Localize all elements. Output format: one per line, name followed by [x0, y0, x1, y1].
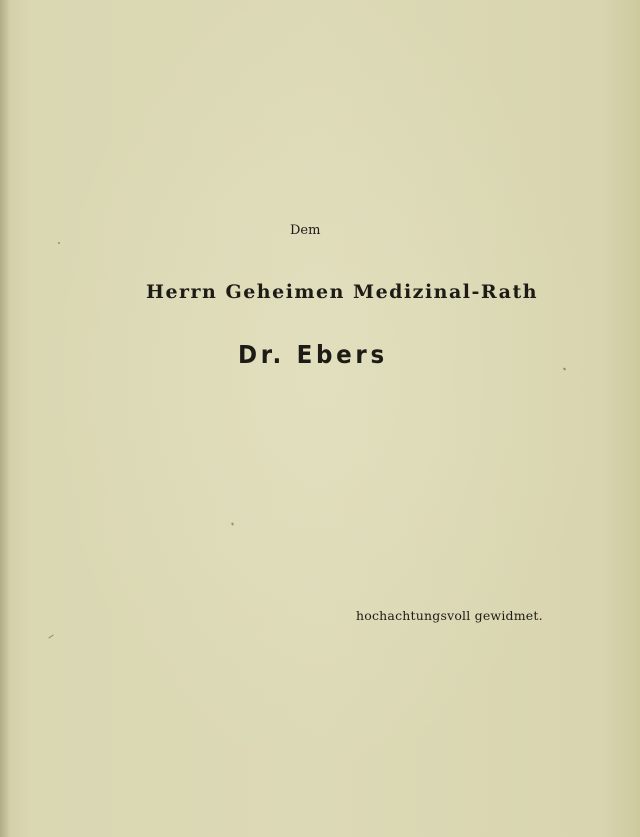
recipient-name: Dr. Ebers — [238, 340, 388, 369]
recipient-title: Herrn Geheimen Medizinal-Rath — [146, 281, 539, 303]
paper-speck — [48, 634, 53, 638]
paper-speck — [563, 367, 567, 370]
paper-speck — [58, 242, 60, 244]
paper-speck — [231, 522, 234, 526]
dedication-word: Dem — [290, 223, 321, 238]
closing-line: hochachtungsvoll gewidmet. — [356, 608, 543, 623]
spine-shadow — [0, 0, 10, 837]
